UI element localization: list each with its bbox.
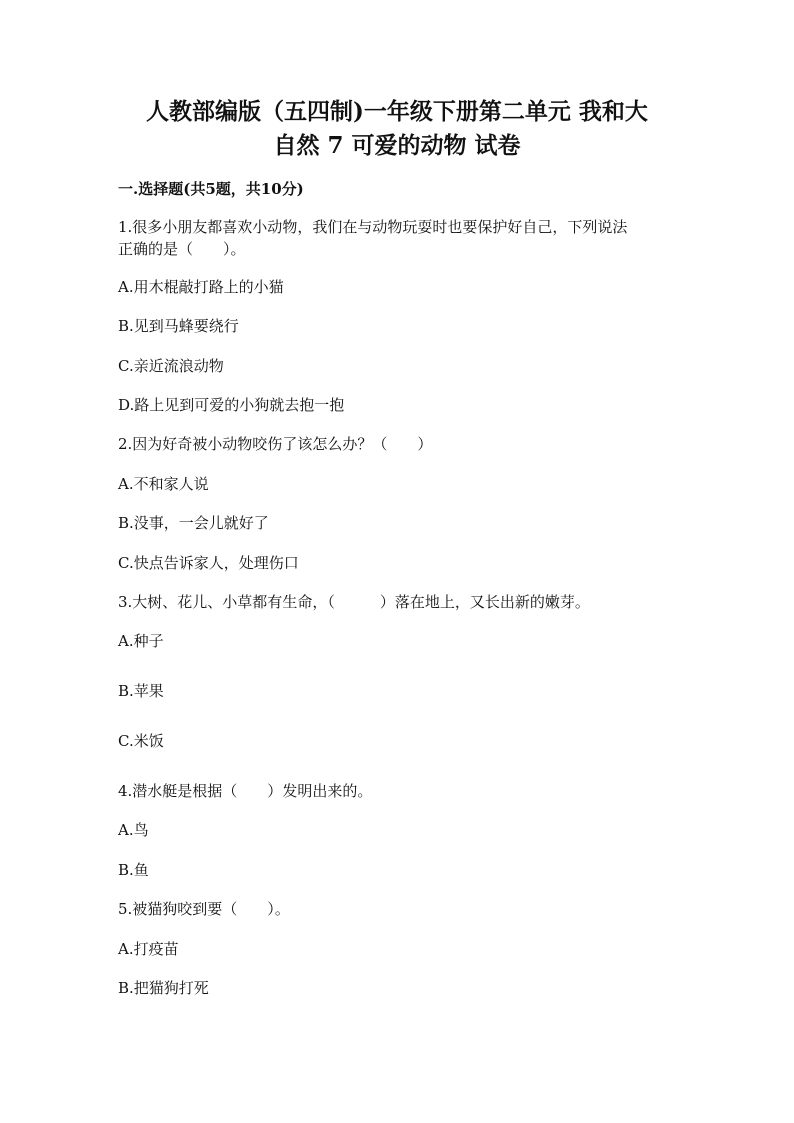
question-5-option-a: A.打疫苗: [118, 940, 179, 958]
question-1-stem-line-1: 1.很多小朋友都喜欢小动物，我们在与动物玩耍时也要保护好自己，下列说法: [118, 218, 628, 236]
question-2-option-a: A.不和家人说: [118, 475, 209, 493]
section-heading: 一.选择题(共5题，共10分): [118, 180, 304, 198]
question-2-option-b: B.没事，一会儿就好了: [118, 514, 269, 532]
question-1-option-d: D.路上见到可爱的小狗就去抱一抱: [118, 396, 345, 414]
question-5-stem: 5.被猫狗咬到要（ ）。: [118, 900, 290, 918]
question-3-option-b: B.苹果: [118, 682, 164, 700]
question-1-option-a: A.用木棍敲打路上的小猫: [118, 278, 284, 296]
question-4-stem: 4.潜水艇是根据（ ）发明出来的。: [118, 782, 373, 800]
question-2-option-c: C.快点告诉家人，处理伤口: [118, 554, 299, 572]
question-3-option-c: C.米饭: [118, 732, 164, 750]
page-title-line-2: 自然 7 可爱的动物 试卷: [273, 132, 521, 159]
question-4-option-a: A.鸟: [118, 821, 149, 839]
question-4-option-b: B.鱼: [118, 861, 149, 879]
question-1-option-b: B.见到马蜂要绕行: [118, 317, 239, 335]
question-1-option-c: C.亲近流浪动物: [118, 357, 224, 375]
question-3-option-a: A.种子: [118, 632, 164, 650]
question-2-stem: 2.因为好奇被小动物咬伤了该怎么办？（ ）: [118, 435, 433, 453]
page-title-line-1: 人教部编版（五四制)一年级下册第二单元 我和大: [146, 98, 648, 125]
question-5-option-b: B.把猫狗打死: [118, 979, 209, 997]
question-1-stem-line-2: 正确的是（ ）。: [118, 240, 246, 258]
question-3-stem: 3.大树、花儿、小草都有生命，（ ）落在地上，又长出新的嫩芽。: [118, 593, 590, 611]
